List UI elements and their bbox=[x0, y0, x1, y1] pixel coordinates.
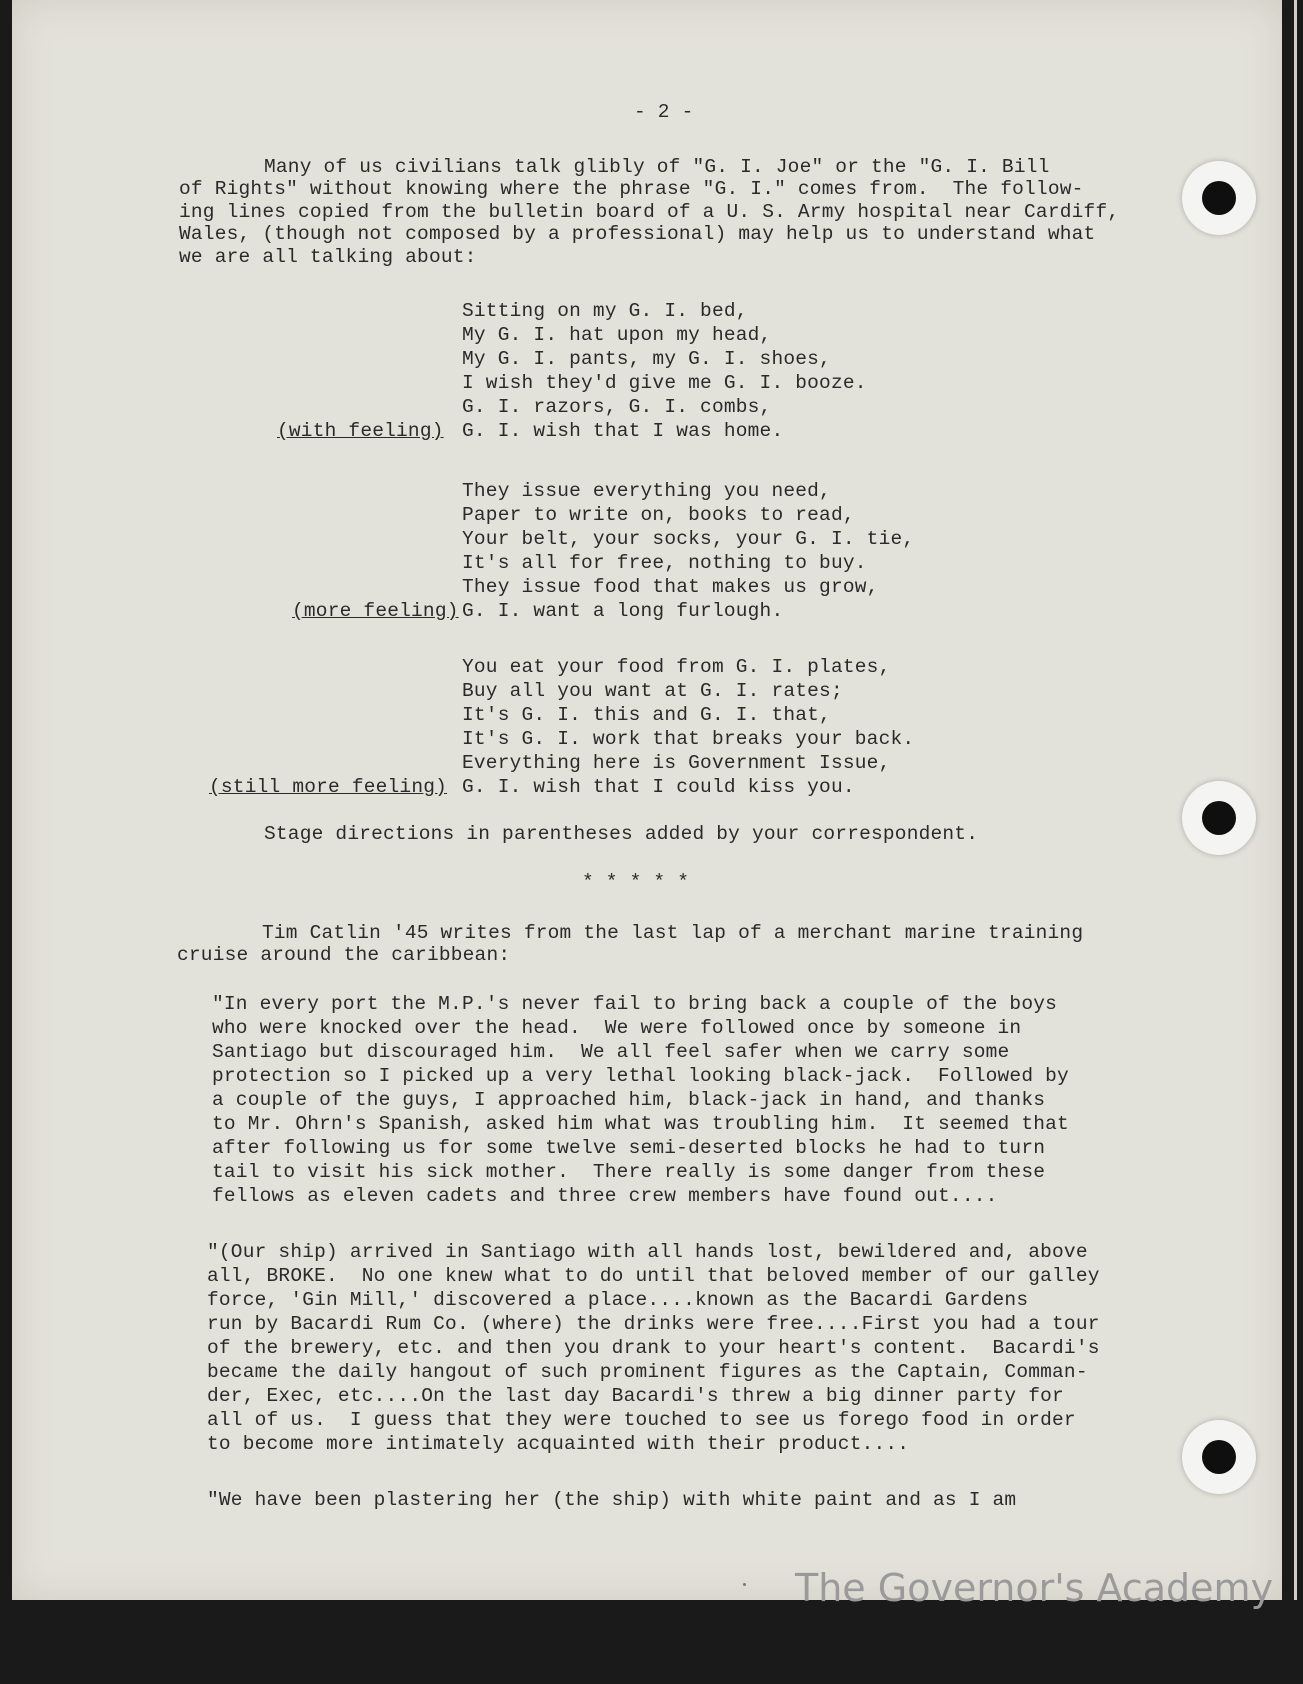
poem-line: My G. I. pants, my G. I. shoes, bbox=[462, 348, 831, 370]
poem-line: It's all for free, nothing to buy. bbox=[462, 552, 867, 574]
speck bbox=[743, 1583, 746, 1586]
letter-line: became the daily hangout of such prominent figures as the Captain, Comman- bbox=[207, 1361, 1088, 1383]
poem-line: I wish they'd give me G. I. booze. bbox=[462, 372, 867, 394]
document-page bbox=[12, 0, 1282, 1600]
poem-line: G. I. wish that I could kiss you. bbox=[462, 776, 855, 798]
stage-direction: (still more feeling) bbox=[209, 776, 448, 798]
page-number: - 2 - bbox=[634, 101, 694, 123]
intro-line-4: Wales, (though not composed by a professional) may help us to understand what bbox=[179, 223, 1096, 245]
watermark: The Governor's Academy bbox=[795, 1566, 1274, 1610]
letter-line: "In every port the M.P.'s never fail to bring back a couple of the boys bbox=[212, 993, 1058, 1015]
poem-line: G. I. want a long furlough. bbox=[462, 600, 784, 622]
poem-line: It's G. I. this and G. I. that, bbox=[462, 704, 831, 726]
page-edge bbox=[1294, 0, 1297, 1600]
poem-line: Your belt, your socks, your G. I. tie, bbox=[462, 528, 915, 550]
intro-line-2: of Rights" without knowing where the phrase "G. I." comes from. The follow- bbox=[179, 178, 1084, 200]
letter-line: run by Bacardi Rum Co. (where) the drinks were free....First you had a tour bbox=[207, 1313, 1100, 1335]
poem-line: My G. I. hat upon my head, bbox=[462, 324, 772, 346]
poem-line: They issue everything you need, bbox=[462, 480, 831, 502]
binder-hole bbox=[1182, 1420, 1256, 1494]
poem-line: They issue food that makes us grow, bbox=[462, 576, 879, 598]
letter-line: der, Exec, etc....On the last day Bacardi's threw a big dinner party for bbox=[207, 1385, 1064, 1407]
letter-line: all, BROKE. No one knew what to do until that beloved member of our galley bbox=[207, 1265, 1100, 1287]
letter-line: "(Our ship) arrived in Santiago with all hands lost, bewildered and, above bbox=[207, 1241, 1088, 1263]
poem-line: G. I. razors, G. I. combs, bbox=[462, 396, 772, 418]
letter-line: after following us for some twelve semi-deserted blocks he had to turn bbox=[212, 1137, 1046, 1159]
poem-line: G. I. wish that I was home. bbox=[462, 420, 784, 442]
letter-line: of the brewery, etc. and then you drank to your heart's content. Bacardi's bbox=[207, 1337, 1100, 1359]
letter-line: fellows as eleven cadets and three crew members have found out.... bbox=[212, 1185, 998, 1207]
intro-line-1: Many of us civilians talk glibly of "G. I. Joe" or the "G. I. Bill bbox=[264, 156, 1050, 178]
intro-line-3: ing lines copied from the bulletin board of a U. S. Army hospital near Cardiff, bbox=[179, 201, 1120, 223]
letter-line: to Mr. Ohrn's Spanish, asked him what was troubling him. It seemed that bbox=[212, 1113, 1069, 1135]
stage-note: Stage directions in parentheses added by your correspondent. bbox=[264, 823, 979, 845]
poem-line: Buy all you want at G. I. rates; bbox=[462, 680, 843, 702]
intro-line-5: we are all talking about: bbox=[179, 246, 477, 268]
binder-hole bbox=[1182, 161, 1256, 235]
section-separator: * * * * * bbox=[582, 871, 690, 893]
letter-line: Santiago but discouraged him. We all feel safer when we carry some bbox=[212, 1041, 1010, 1063]
letter-line: a couple of the guys, I approached him, black-jack in hand, and thanks bbox=[212, 1089, 1046, 1111]
letter-line: all of us. I guess that they were touched to see us forego food in order bbox=[207, 1409, 1076, 1431]
binder-hole bbox=[1182, 781, 1256, 855]
poem-line: It's G. I. work that breaks your back. bbox=[462, 728, 915, 750]
stage-direction: (more feeling) bbox=[292, 600, 459, 622]
catlin-intro-line: Tim Catlin '45 writes from the last lap of a merchant marine training bbox=[262, 922, 1084, 944]
letter-line: "We have been plastering her (the ship) with white paint and as I am bbox=[207, 1489, 1017, 1511]
letter-line: protection so I picked up a very lethal looking black-jack. Followed by bbox=[212, 1065, 1069, 1087]
letter-line: who were knocked over the head. We were followed once by someone in bbox=[212, 1017, 1022, 1039]
stage-direction: (with feeling) bbox=[277, 420, 444, 442]
poem-line: Paper to write on, books to read, bbox=[462, 504, 855, 526]
letter-line: to become more intimately acquainted with their product.... bbox=[207, 1433, 910, 1455]
poem-line: You eat your food from G. I. plates, bbox=[462, 656, 891, 678]
poem-line: Everything here is Government Issue, bbox=[462, 752, 891, 774]
poem-line: Sitting on my G. I. bed, bbox=[462, 300, 748, 322]
catlin-intro-line: cruise around the caribbean: bbox=[177, 944, 511, 966]
letter-line: force, 'Gin Mill,' discovered a place....known as the Bacardi Gardens bbox=[207, 1289, 1029, 1311]
letter-line: tail to visit his sick mother. There really is some danger from these bbox=[212, 1161, 1046, 1183]
